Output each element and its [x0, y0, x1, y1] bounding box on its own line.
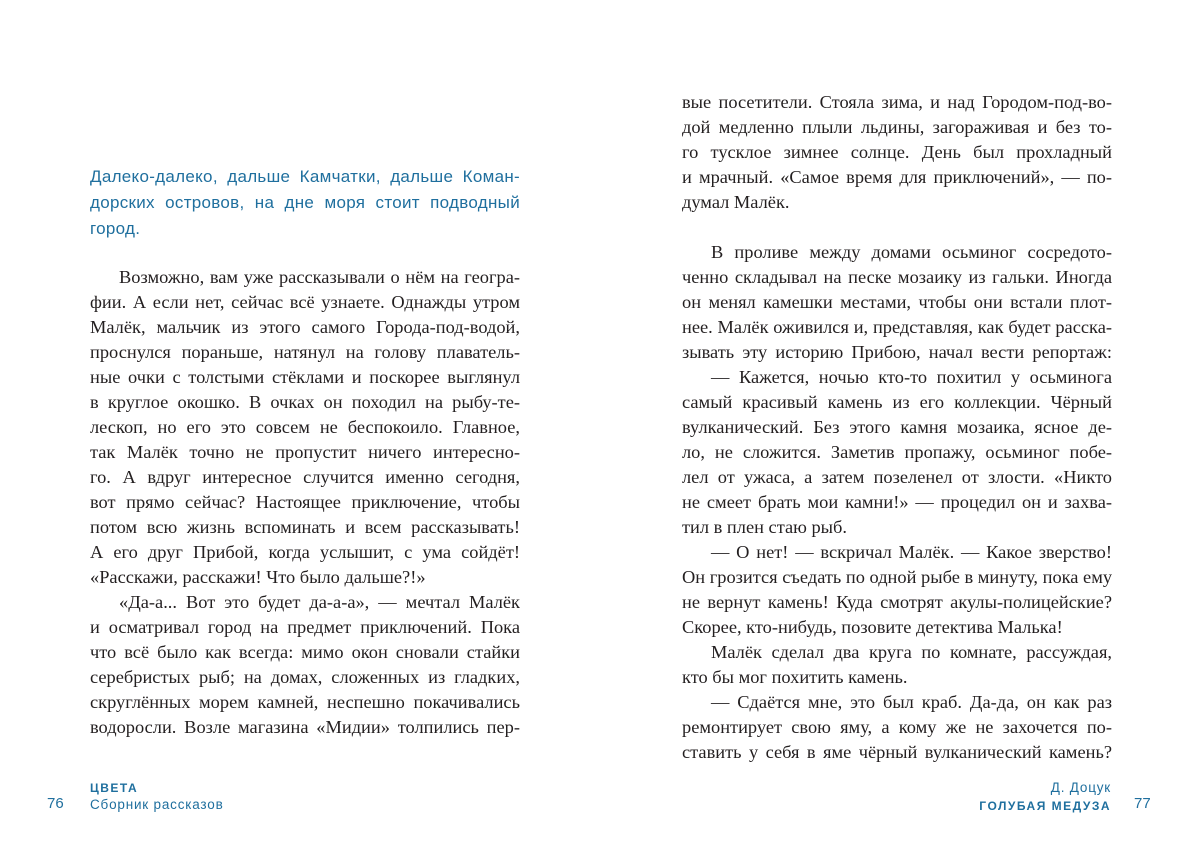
text-line: нее. Малёк оживился и, представляя, как будет расска- — [682, 317, 1112, 337]
text-line: — Сдаётся мне, это был краб. Да-да, он как раз — [711, 692, 1112, 712]
text-line: вулканический. Без этого камня мозаика, ясное де- — [682, 417, 1112, 437]
text-line: Малёк, мальчик из этого самого Города-под-водой, — [90, 317, 520, 337]
lead-line: город. — [90, 219, 141, 238]
text-line: ло, не сложится. Заметив пропажу, осьминог побе- — [682, 442, 1112, 462]
text-line: Скорее, кто-нибудь, позовите детектива Малька! — [682, 617, 1063, 637]
text-line: «Расскажи, расскажи! Что было дальше?!» — [90, 567, 426, 587]
text-line: Возможно, вам уже рассказывали о нём на геогра- — [119, 267, 520, 287]
page-number: 77 — [1134, 795, 1151, 812]
text-line: А его друг Прибой, когда услышит, с ума сойдёт! — [90, 542, 520, 562]
book-subtitle: Сборник рассказов — [90, 797, 224, 812]
text-line: Он грозится съедать по одной рыбе в минуту, пока ему — [682, 567, 1113, 587]
lead-line: Далеко-далеко, дальше Камчатки, дальше Коман- — [90, 167, 520, 186]
text-line: тил в плен стаю рыб. — [682, 517, 847, 537]
lead-line: дорских островов, на дне моря стоит подводный — [90, 193, 520, 212]
text-line: не смеет брать мои камни!» — процедил он и захва- — [682, 492, 1112, 512]
text-line: го тусклое зимнее солнце. День был прохладный — [682, 142, 1112, 162]
text-line: фии. А если нет, сейчас всё узнаете. Однажды утром — [90, 292, 520, 312]
right-page — [600, 0, 1200, 858]
text-line: в круглое окошко. В очках он походил на рыбу-те- — [90, 392, 520, 412]
text-line: и осматривал город на предмет приключений. Пока — [90, 617, 520, 637]
author-name: Д. Доцук — [1050, 780, 1111, 795]
text-line: Малёк сделал два круга по комнате, рассуждая, — [711, 642, 1112, 662]
text-line: кто бы мог похитить камень. — [682, 667, 908, 687]
text-line: лел от ужаса, а затем позеленел от злости. «Никто — [682, 467, 1112, 487]
text-line: самый красивый камень из его коллекции. Чёрный — [682, 392, 1112, 412]
text-line: «Да-а... Вот это будет да-а-а», — мечтал Малёк — [119, 592, 520, 612]
text-line: — Кажется, ночью кто-то похитил у осьминога — [711, 367, 1112, 387]
text-line: дой медленно плыли льдины, загораживая и без то- — [682, 117, 1112, 137]
text-line: — О нет! — вскричал Малёк. — Какое зверство! — [711, 542, 1112, 562]
book-title: ЦВЕТА — [90, 781, 139, 795]
page-number: 76 — [47, 795, 64, 812]
text-line: В проливе между домами осьминог сосредото- — [711, 242, 1112, 262]
text-line: зывать эту историю Прибою, начал вести репортаж: — [682, 342, 1112, 362]
text-line: ставить у себя в яме чёрный вулканический камень? — [682, 742, 1112, 762]
text-line: скруглённых морем камней, неспешно покачивались — [90, 692, 520, 712]
text-line: он менял камешки местами, чтобы они встали плот- — [682, 292, 1112, 312]
text-line: лескоп, но его это совсем не беспокоило. Главное, — [90, 417, 520, 437]
text-line: ченно складывал на песке мозаику из гальки. Иногда — [682, 267, 1112, 287]
text-line: потом всю жизнь вспоминать и всем рассказывать! — [90, 517, 520, 537]
text-line: серебристых рыб; на домах, сложенных из гладких, — [90, 667, 520, 687]
text-line: и мрачный. «Самое время для приключений», — по- — [682, 167, 1112, 187]
text-line: проснулся пораньше, натянул на голову плаватель- — [90, 342, 520, 362]
text-line: водоросли. Возле магазина «Мидии» толпились пер- — [90, 717, 520, 737]
story-title: ГОЛУБАЯ МЕДУЗА — [979, 799, 1111, 813]
text-line: не вернут камень! Куда смотрят акулы-полицейские? — [682, 592, 1112, 612]
text-line: го. А вдруг интересное случится именно сегодня, — [90, 467, 520, 487]
text-line: вот прямо сейчас? Настоящее приключение, чтобы — [90, 492, 520, 512]
text-line: так Малёк точно не пропустит ничего интересно- — [90, 442, 520, 462]
text-line: что всё было как всегда: мимо окон сновали стайки — [90, 642, 520, 662]
text-line: ремонтирует свою яму, а кому же не захочется по- — [682, 717, 1112, 737]
text-line: ные очки с толстыми стёклами и поскорее выглянул — [90, 367, 520, 387]
text-line: вые посетители. Стояла зима, и над Городом-под-во- — [682, 92, 1112, 112]
text-line: думал Малёк. — [682, 192, 790, 212]
